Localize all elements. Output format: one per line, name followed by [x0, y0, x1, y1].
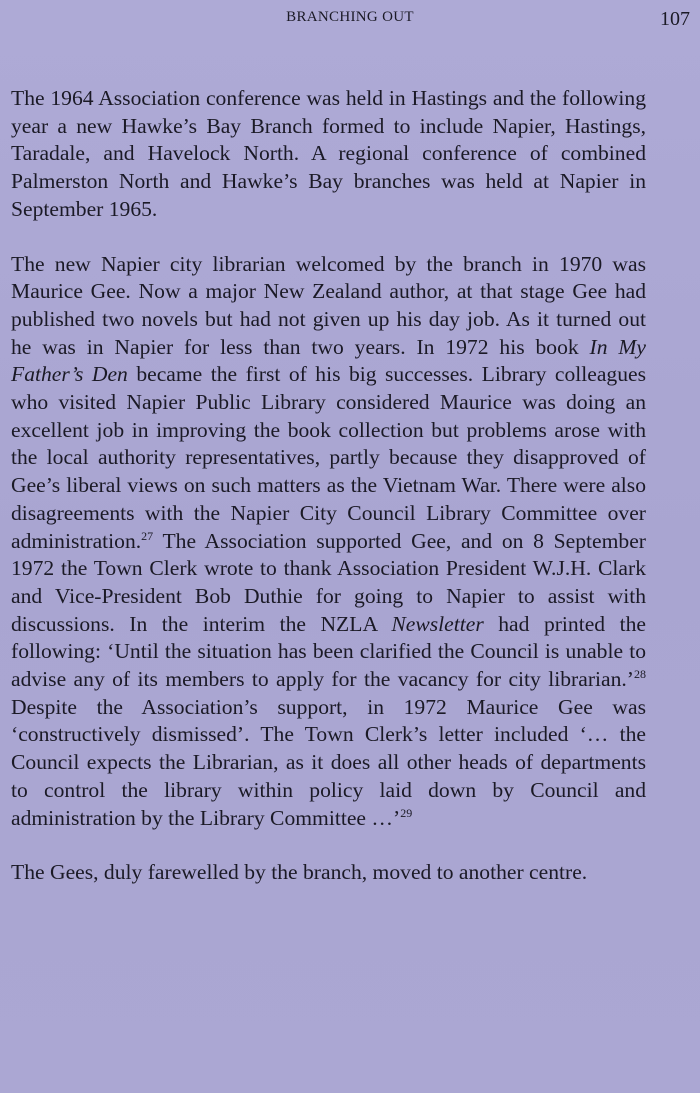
- text-segment: had printed the following: ‘Until the situation has been clarified the Council is unable to advise any of its members to apply for the vacancy for city librarian.’: [11, 611, 646, 692]
- footnote-ref-29: 29: [400, 805, 413, 820]
- paragraph-farewell: The Gees, duly farewelled by the branch, moved to another centre.: [11, 860, 588, 885]
- footnote-ref-27: 27: [141, 528, 154, 543]
- footnote-ref-28: 28: [634, 667, 646, 682]
- text-segment: The Association supported Gee, and on 8 September 1972 the Town Clerk wrote to thank Association President W.J.H. Clark and Vice-President Bob Duthie for going to Napier to assist with discussions. In the interim the NZLA: [11, 528, 646, 636]
- text-segment: The new Napier city librarian welcomed by the branch in 1970 was Maurice Gee. Now a major New Zealand author, at that stage Gee had published two novels but had not given up his day job. As it turned out he was in Napier for less than two years. In 1972 his book: [11, 251, 646, 359]
- body-text: [11, 85, 646, 887]
- paragraph-conference: The 1964 Association conference was held in Hastings and the following year a new Hawke’s Bay Branch formed to include Napier, Hastings, Taradale, and Havelock North. A regional conference of combined Palmerston North and Hawke’s Bay branches was held at Napier in September 1965.: [11, 86, 646, 221]
- text-segment: became the first of his big successes. Library colleagues who visited Napier Public Library considered Maurice was doing an excellent job in improving the book collection but problems arose with the local authority representatives, partly because they disapproved of Gee’s liberal views on such matters as the Vietnam War. There were also disagreements with the Napier City Council Library Committee over administration.: [11, 362, 646, 553]
- text-segment: Despite the Association’s support, in 1972 Maurice Gee was ‘constructively dismissed’. The Town Clerk’s letter included ‘… the Council expects the Librarian, as it does all other heads of departments to control the library within policy laid down by Council and administration by the Library Committee …’: [11, 694, 646, 830]
- paragraph-maurice-gee: [11, 251, 646, 833]
- running-head: BRANCHING OUT: [286, 9, 414, 25]
- newsletter-title: Newsletter: [391, 611, 484, 636]
- page-number: 107: [660, 8, 690, 30]
- book-title: In My Father’s Den: [11, 334, 646, 387]
